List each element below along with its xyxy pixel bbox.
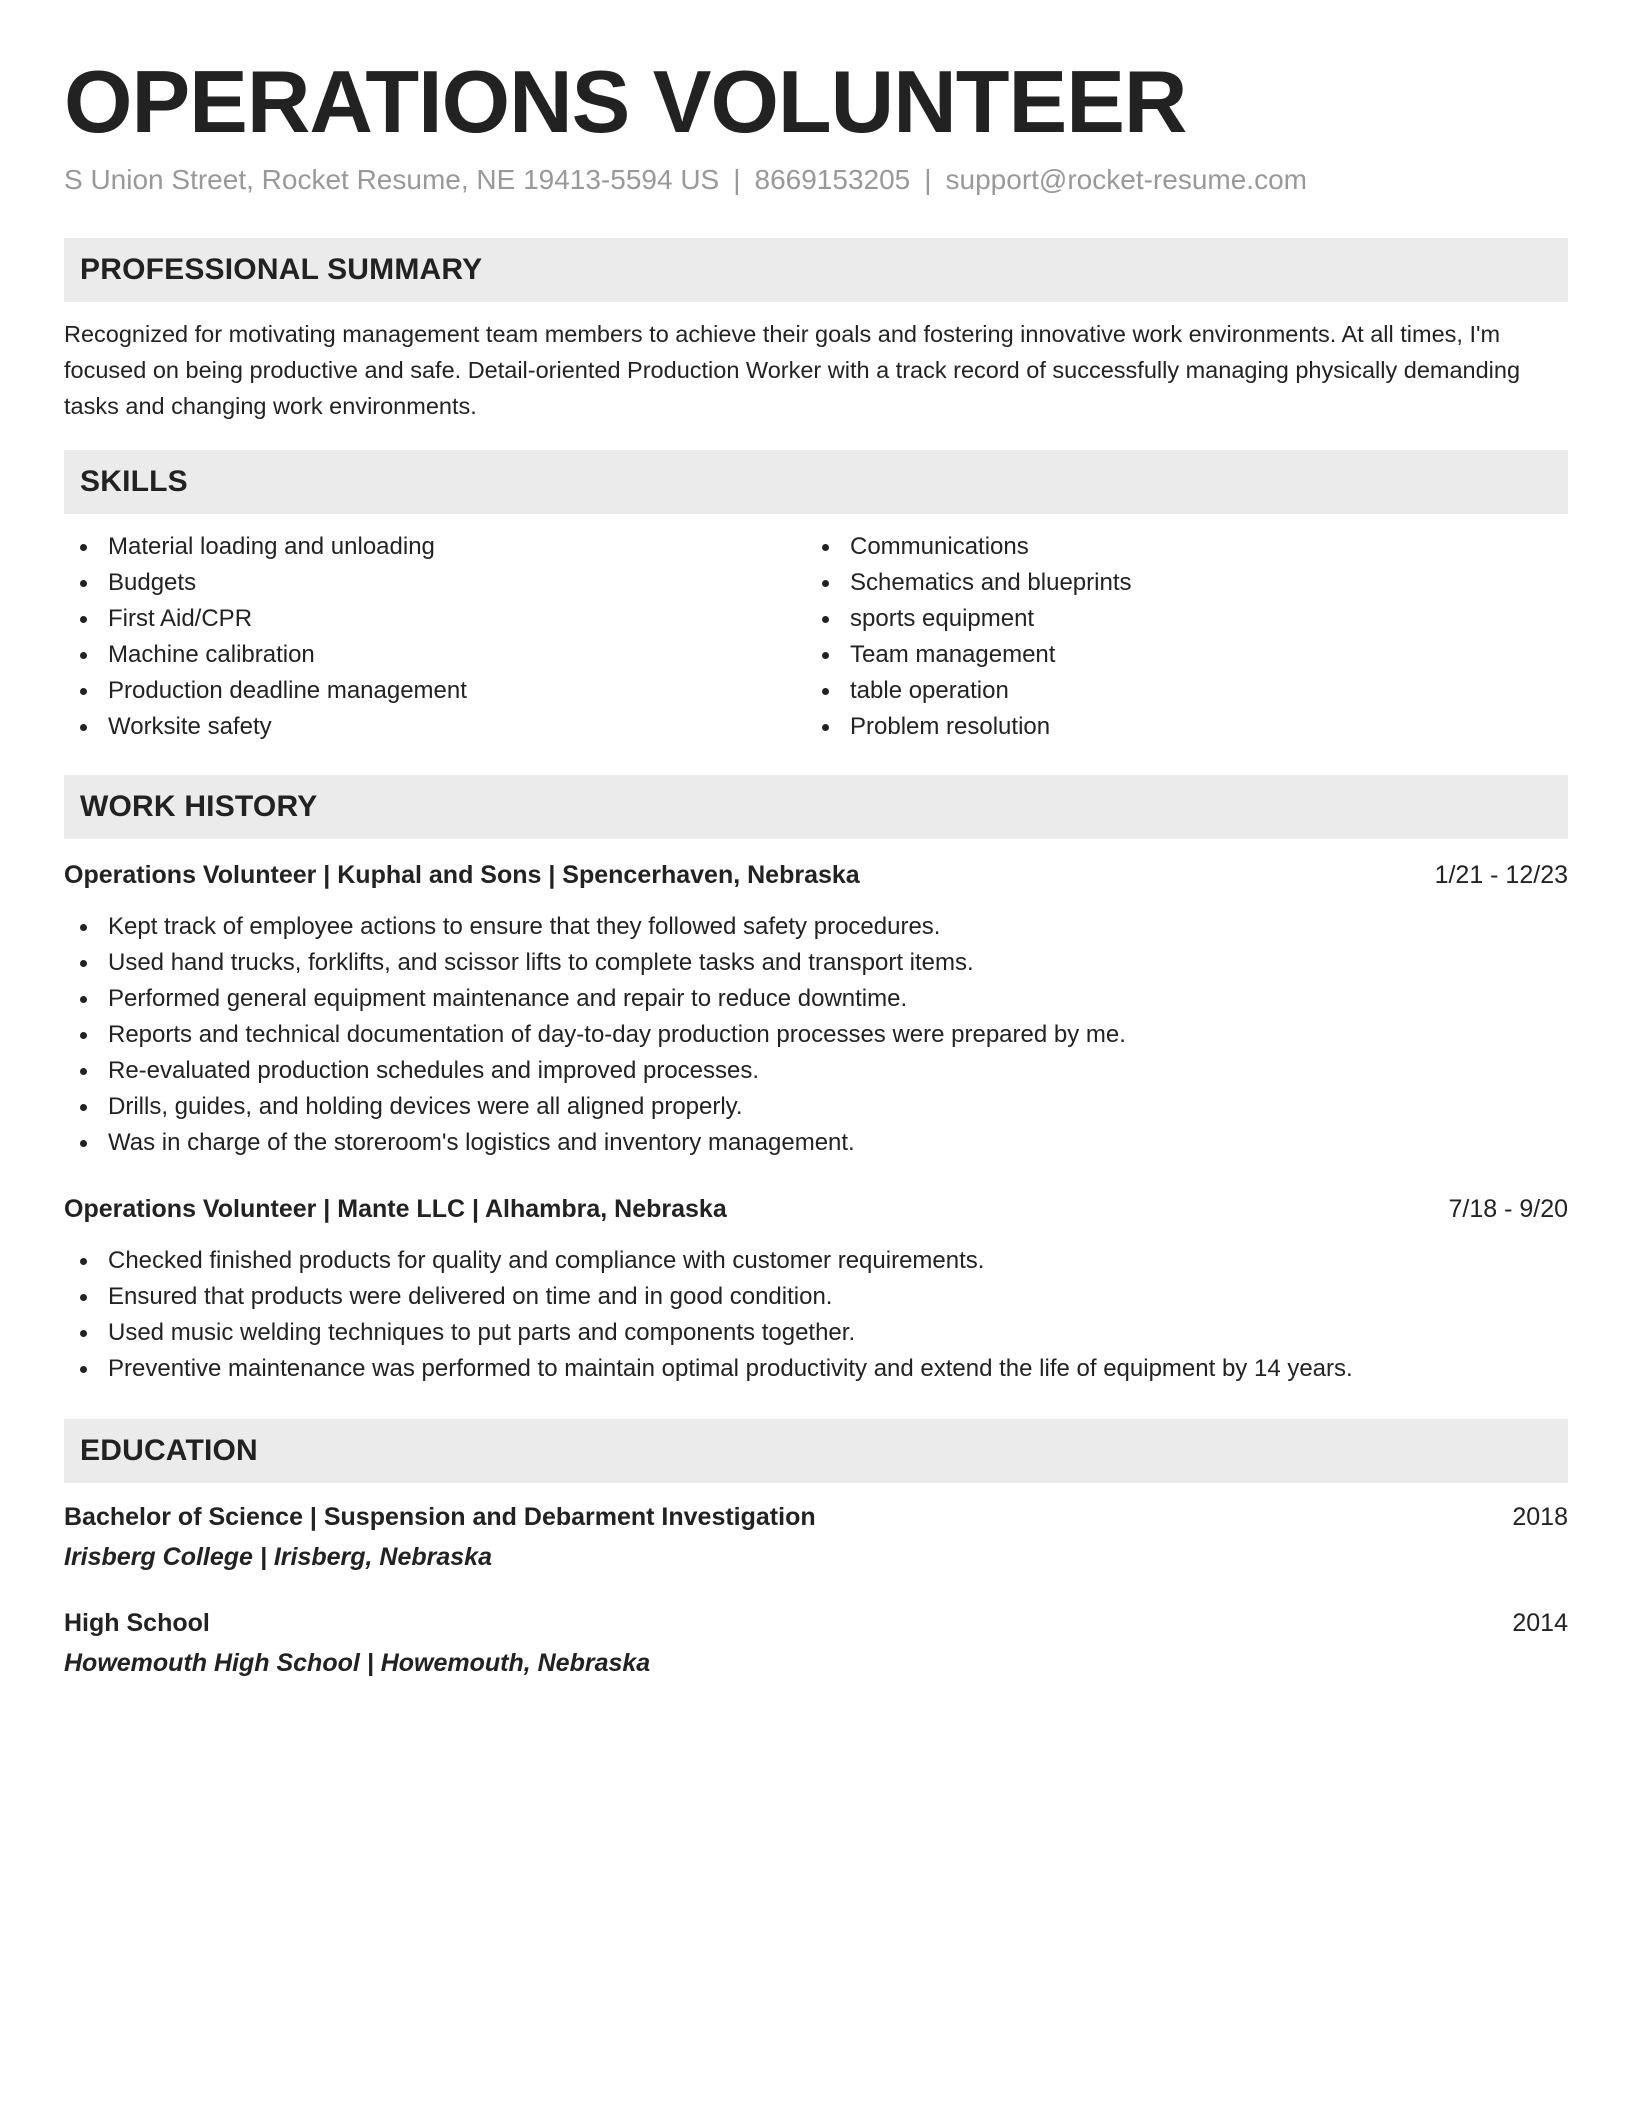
job-bullet: Used hand trucks, forklifts, and scissor lifts to complete tasks and transport items. (64, 945, 1568, 981)
job-bullet: Used music welding techniques to put parts and components together. (64, 1315, 1568, 1351)
job-bullet: Preventive maintenance was performed to maintain optimal productivity and extend the life of equipment by 14 years. (64, 1351, 1568, 1387)
job-bullet: Was in charge of the storeroom's logistics and inventory management. (64, 1125, 1568, 1161)
contact-line (64, 162, 1568, 198)
section-heading-summary: PROFESSIONAL SUMMARY (64, 238, 1568, 302)
skill-item: Team management (806, 637, 1548, 673)
job-title: Operations Volunteer | Kuphal and Sons | Spencerhaven, Nebraska (64, 861, 860, 889)
education-header (64, 1499, 1568, 1535)
job-bullets (64, 1243, 1568, 1387)
skill-item: First Aid/CPR (64, 601, 806, 637)
section-heading-skills: SKILLS (64, 450, 1568, 514)
skill-item: sports equipment (806, 601, 1548, 637)
education-school: Howemouth High School | Howemouth, Nebraska (64, 1649, 651, 1677)
job-bullet: Checked finished products for quality and compliance with customer requirements. (64, 1243, 1568, 1279)
contact-phone: 8669153205 (754, 164, 911, 195)
summary-text: Recognized for motivating management team members to achieve their goals and fostering innovative work environments. At all times, I'm focused on being productive and safe. Detail-oriented Production Worker with a track record of successfully managing physically demanding tasks and changing work environments. (64, 321, 1521, 419)
resume-page (64, 0, 1568, 1681)
contact-separator: | (924, 164, 932, 195)
job-header (64, 857, 1568, 893)
job-bullets (64, 909, 1568, 1161)
education-year: 2018 (1512, 1503, 1568, 1531)
job-bullet: Reports and technical documentation of day-to-day production processes were prepared by me. (64, 1017, 1568, 1053)
job-title: Operations Volunteer | Mante LLC | Alhambra, Nebraska (64, 1195, 727, 1223)
job-bullet: Re-evaluated production schedules and improved processes. (64, 1053, 1568, 1089)
job-bullet: Drills, guides, and holding devices were all aligned properly. (64, 1089, 1568, 1125)
skills-column-right (806, 529, 1548, 745)
contact-email: support@rocket-resume.com (945, 164, 1307, 195)
job-bullet: Performed general equipment maintenance and repair to reduce downtime. (64, 981, 1568, 1017)
skill-item: Material loading and unloading (64, 529, 806, 565)
skill-item: Worksite safety (64, 709, 806, 745)
education-entry (64, 1499, 1568, 1575)
skills-list (64, 529, 1568, 745)
section-heading-work-history: WORK HISTORY (64, 775, 1568, 839)
skill-item: Schematics and blueprints (806, 565, 1548, 601)
education-degree: High School (64, 1609, 210, 1637)
education-entry (64, 1605, 1568, 1681)
job-entry (64, 857, 1568, 1161)
skill-item: Machine calibration (64, 637, 806, 673)
job-bullet: Ensured that products were delivered on time and in good condition. (64, 1279, 1568, 1315)
skill-item: Budgets (64, 565, 806, 601)
job-entry (64, 1191, 1568, 1387)
education-year: 2014 (1512, 1609, 1568, 1637)
skill-item: Communications (806, 529, 1548, 565)
skill-item: Problem resolution (806, 709, 1548, 745)
job-bullet: Kept track of employee actions to ensure that they followed safety procedures. (64, 909, 1568, 945)
job-header (64, 1191, 1568, 1227)
skills-column-left (64, 529, 806, 745)
job-dates: 7/18 - 9/20 (1448, 1195, 1568, 1223)
contact-separator: | (733, 164, 741, 195)
skill-item: table operation (806, 673, 1548, 709)
education-school: Irisberg College | Irisberg, Nebraska (64, 1543, 492, 1571)
education-degree: Bachelor of Science | Suspension and Debarment Investigation (64, 1503, 816, 1531)
section-heading-education: EDUCATION (64, 1419, 1568, 1483)
education-header (64, 1605, 1568, 1641)
skill-item: Production deadline management (64, 673, 806, 709)
contact-address: S Union Street, Rocket Resume, NE 19413-5594 US (64, 164, 720, 195)
job-dates: 1/21 - 12/23 (1434, 861, 1568, 889)
resume-name: OPERATIONS VOLUNTEER (64, 52, 1187, 151)
